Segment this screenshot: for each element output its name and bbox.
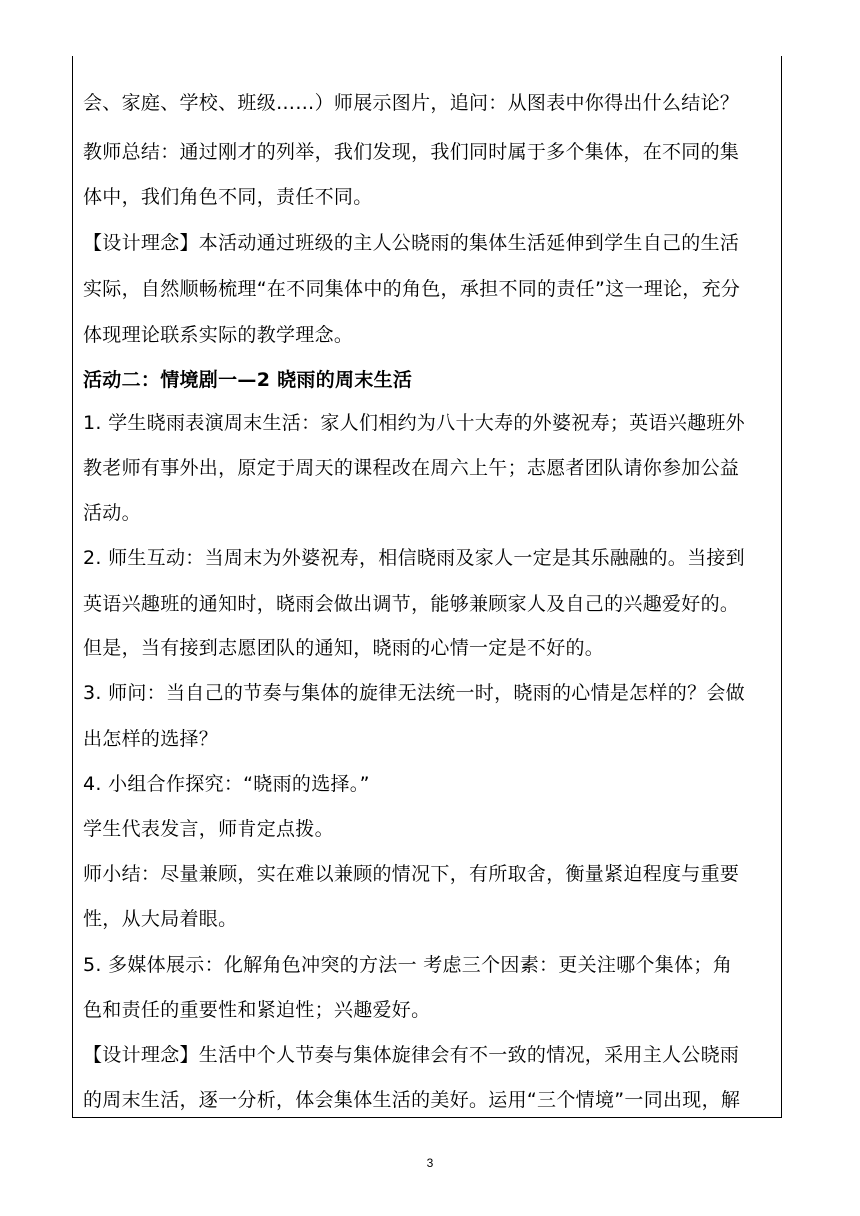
- text-line: 2. 师生互动：当周末为外婆祝寿，相信晓雨及家人一定是其乐融融的。当接到: [83, 547, 745, 569]
- text-line: 【设计理念】本活动通过班级的主人公晓雨的集体生活延伸到学生自己的生活: [83, 232, 740, 254]
- text-line: 师小结：尽量兼顾，实在难以兼顾的情况下，有所取舍，衡量紧迫程度与重要: [83, 863, 740, 885]
- text-line: 实际，自然顺畅梳理“在不同集体中的角色，承担不同的责任”这一理论，充分: [83, 278, 741, 300]
- text-line: 色和责任的重要性和紧迫性；兴趣爱好。: [83, 999, 431, 1021]
- text-line: 出怎样的选择？: [83, 728, 219, 750]
- page-number: 3: [426, 1156, 434, 1170]
- text-line: 教师总结：通过刚才的列举，我们发现，我们同时属于多个集体，在不同的集: [83, 141, 740, 163]
- text-line: 活动。: [83, 502, 141, 524]
- text-line: 体中，我们角色不同，责任不同。: [83, 186, 373, 208]
- text-line: 的周末生活，逐一分析，体会集体生活的美好。运用“三个情境”一同出现，解: [83, 1089, 741, 1111]
- section-heading: 活动二：情境剧一—2 晓雨的周末生活: [83, 369, 413, 391]
- text-line: 【设计理念】生活中个人节奏与集体旋律会有不一致的情况，采用主人公晓雨: [83, 1044, 740, 1066]
- text-line: 教老师有事外出，原定于周天的课程改在周六上午；志愿者团队请你参加公益: [83, 457, 740, 479]
- text-line: 体现理论联系实际的教学理念。: [83, 324, 354, 346]
- text-line: 但是，当有接到志愿团队的通知，晓雨的心情一定是不好的。: [83, 637, 605, 659]
- text-line: 学生代表发言，师肯定点拨。: [83, 818, 334, 840]
- text-line: 3. 师问：当自己的节奏与集体的旋律无法统一时，晓雨的心情是怎样的？会做: [83, 682, 745, 704]
- text-line: 会、家庭、学校、班级……）师展示图片，追问：从图表中你得出什么结论？: [83, 92, 740, 114]
- text-line: 性，从大局着眼。: [83, 908, 238, 930]
- text-line: 英语兴趣班的通知时，晓雨会做出调节，能够兼顾家人及自己的兴趣爱好的。: [83, 593, 740, 615]
- text-line: 4. 小组合作探究：“晓雨的选择。”: [83, 773, 370, 795]
- text-line: 1. 学生晓雨表演周末生活：家人们相约为八十大寿的外婆祝寿；英语兴趣班外: [83, 412, 745, 434]
- text-line: 5. 多媒体展示：化解角色冲突的方法一 考虑三个因素：更关注哪个集体；角: [83, 954, 733, 976]
